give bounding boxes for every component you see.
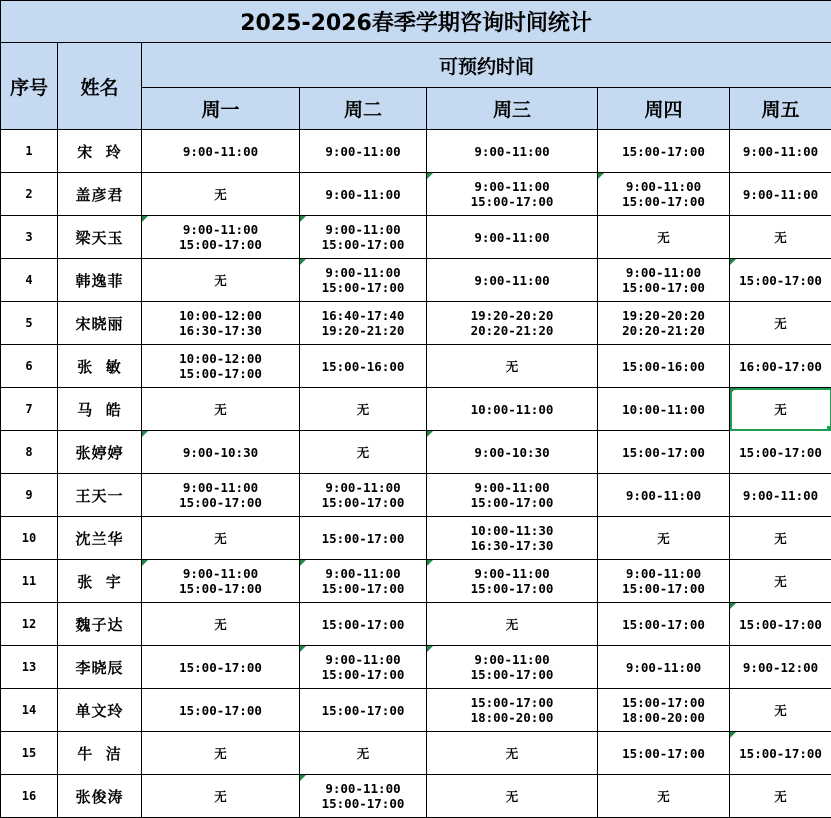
time-slot: 16:30-17:30 (427, 538, 597, 553)
cell-thursday[interactable] (598, 517, 730, 560)
cell-seq[interactable]: 10 (1, 517, 58, 560)
time-slot: 15:00-17:00 (142, 703, 299, 718)
cell-name[interactable]: 宋晓丽 (58, 302, 142, 345)
time-slot: 无 (142, 273, 299, 288)
cell-friday[interactable] (730, 302, 831, 345)
time-slot: 15:00-17:00 (598, 445, 729, 460)
table-row (1, 431, 831, 474)
cell-tuesday[interactable] (300, 560, 427, 603)
time-slot: 9:00-11:00 (300, 144, 426, 159)
time-slot: 15:00-17:00 (730, 617, 831, 632)
time-slot: 10:00-11:00 (427, 402, 597, 417)
time-slot: 9:00-11:00 (598, 265, 729, 280)
time-slot: 9:00-11:00 (427, 273, 597, 288)
cell-name[interactable]: 马 皓 (58, 388, 142, 431)
table-row (1, 474, 831, 517)
cell-wednesday[interactable] (427, 646, 598, 689)
cell-wednesday[interactable] (427, 431, 598, 474)
cell-name[interactable]: 沈兰华 (58, 517, 142, 560)
table-row (1, 646, 831, 689)
cell-thursday[interactable] (598, 259, 730, 302)
cell-wednesday[interactable] (427, 689, 598, 732)
time-slot: 18:00-20:00 (427, 710, 597, 725)
time-slot: 9:00-11:00 (427, 652, 597, 667)
time-slot: 15:00-17:00 (427, 667, 597, 682)
cell-seq[interactable]: 8 (1, 431, 58, 474)
cell-friday[interactable] (730, 732, 831, 775)
time-slot: 20:20-21:20 (598, 323, 729, 338)
time-slot: 无 (142, 789, 299, 804)
time-slot: 无 (300, 402, 426, 417)
cell-friday[interactable] (730, 689, 831, 732)
time-slot: 15:00-17:00 (300, 280, 426, 295)
time-slot: 无 (427, 746, 597, 761)
table-row (1, 173, 831, 216)
header-thursday[interactable]: 周四 (598, 88, 730, 130)
cell-thursday[interactable] (598, 775, 730, 818)
cell-thursday[interactable] (598, 130, 730, 173)
table-row (1, 732, 831, 775)
header-available-time[interactable]: 可预约时间 (142, 43, 831, 88)
cell-tuesday[interactable] (300, 474, 427, 517)
cell-monday[interactable] (142, 431, 300, 474)
cell-seq[interactable]: 16 (1, 775, 58, 818)
time-slot: 9:00-11:00 (142, 566, 299, 581)
cell-monday[interactable] (142, 130, 300, 173)
cell-tuesday[interactable] (300, 345, 427, 388)
time-slot: 无 (730, 316, 831, 331)
time-slot: 15:00-17:00 (427, 581, 597, 596)
cell-wednesday[interactable] (427, 732, 598, 775)
cell-wednesday[interactable] (427, 388, 598, 431)
cell-monday[interactable] (142, 345, 300, 388)
time-slot: 15:00-17:00 (142, 495, 299, 510)
time-slot: 9:00-11:00 (300, 187, 426, 202)
time-slot: 15:00-17:00 (730, 746, 831, 761)
time-slot: 20:20-21:20 (427, 323, 597, 338)
time-slot: 15:00-17:00 (300, 703, 426, 718)
cell-seq[interactable]: 12 (1, 603, 58, 646)
cell-tuesday[interactable] (300, 732, 427, 775)
cell-friday[interactable] (730, 431, 831, 474)
cell-name[interactable]: 盖彦君 (58, 173, 142, 216)
cell-thursday[interactable] (598, 388, 730, 431)
time-slot: 15:00-17:00 (598, 280, 729, 295)
time-slot: 15:00-17:00 (730, 445, 831, 460)
table-row (1, 388, 831, 431)
cell-friday[interactable] (730, 259, 831, 302)
cell-friday[interactable] (730, 474, 831, 517)
time-slot: 9:00-11:00 (427, 230, 597, 245)
cell-friday[interactable] (730, 646, 831, 689)
cell-seq[interactable]: 15 (1, 732, 58, 775)
time-slot: 15:00-17:00 (730, 273, 831, 288)
time-slot: 16:00-17:00 (730, 359, 831, 374)
cell-wednesday[interactable] (427, 775, 598, 818)
cell-tuesday[interactable] (300, 259, 427, 302)
cell-name[interactable]: 李晓辰 (58, 646, 142, 689)
cell-name[interactable]: 张俊涛 (58, 775, 142, 818)
time-slot: 9:00-11:00 (300, 652, 426, 667)
time-slot: 9:00-11:00 (730, 144, 831, 159)
time-slot: 9:00-11:00 (598, 488, 729, 503)
time-slot: 无 (730, 574, 831, 589)
time-slot: 10:00-12:00 (142, 308, 299, 323)
header-monday[interactable]: 周一 (142, 88, 300, 130)
time-slot: 9:00-11:00 (427, 566, 597, 581)
header-name[interactable]: 姓名 (58, 43, 142, 130)
cell-thursday[interactable] (598, 646, 730, 689)
cell-monday[interactable] (142, 388, 300, 431)
time-slot: 9:00-10:30 (142, 445, 299, 460)
cell-tuesday[interactable] (300, 603, 427, 646)
cell-wednesday[interactable] (427, 517, 598, 560)
cell-friday[interactable] (730, 130, 831, 173)
time-slot: 15:00-17:00 (300, 581, 426, 596)
time-slot: 9:00-11:00 (427, 480, 597, 495)
cell-name[interactable]: 梁天玉 (58, 216, 142, 259)
cell-name[interactable]: 单文玲 (58, 689, 142, 732)
cell-monday[interactable] (142, 560, 300, 603)
cell-friday[interactable] (730, 603, 831, 646)
cell-tuesday[interactable] (300, 431, 427, 474)
time-slot: 无 (142, 187, 299, 202)
cell-seq[interactable]: 3 (1, 216, 58, 259)
time-slot: 19:20-21:20 (300, 323, 426, 338)
time-slot: 15:00-17:00 (142, 581, 299, 596)
time-slot: 15:00-17:00 (142, 660, 299, 675)
time-slot: 9:00-12:00 (730, 660, 831, 675)
time-slot: 9:00-11:00 (142, 144, 299, 159)
cell-monday[interactable] (142, 302, 300, 345)
cell-tuesday[interactable] (300, 302, 427, 345)
time-slot: 9:00-11:00 (300, 781, 426, 796)
time-slot: 15:00-16:00 (300, 359, 426, 374)
time-slot: 18:00-20:00 (598, 710, 729, 725)
time-slot: 无 (142, 402, 299, 417)
cell-monday[interactable] (142, 603, 300, 646)
time-slot: 15:00-17:00 (598, 194, 729, 209)
cell-monday[interactable] (142, 216, 300, 259)
header-tuesday[interactable]: 周二 (300, 88, 427, 130)
time-slot: 无 (427, 359, 597, 374)
table-row (1, 560, 831, 603)
time-slot: 无 (730, 531, 831, 546)
cell-wednesday[interactable] (427, 345, 598, 388)
cell-seq[interactable]: 5 (1, 302, 58, 345)
cell-seq[interactable]: 1 (1, 130, 58, 173)
cell-name[interactable]: 魏子达 (58, 603, 142, 646)
time-slot: 9:00-11:00 (427, 144, 597, 159)
time-slot: 无 (300, 746, 426, 761)
table-row (1, 345, 831, 388)
time-slot: 无 (730, 789, 831, 804)
time-slot: 15:00-17:00 (598, 581, 729, 596)
time-slot: 15:00-17:00 (142, 237, 299, 252)
time-slot: 9:00-11:00 (427, 179, 597, 194)
cell-seq[interactable]: 7 (1, 388, 58, 431)
cell-seq[interactable]: 4 (1, 259, 58, 302)
time-slot: 15:00-17:00 (427, 194, 597, 209)
time-slot: 无 (598, 230, 729, 245)
cell-friday-selected[interactable] (730, 388, 831, 431)
time-slot: 15:00-17:00 (598, 144, 729, 159)
cell-seq[interactable]: 14 (1, 689, 58, 732)
cell-wednesday[interactable] (427, 259, 598, 302)
cell-monday[interactable] (142, 259, 300, 302)
time-slot: 19:20-20:20 (427, 308, 597, 323)
cell-monday[interactable] (142, 517, 300, 560)
time-slot: 15:00-17:00 (598, 695, 729, 710)
time-slot: 15:00-17:00 (300, 237, 426, 252)
cell-seq[interactable]: 11 (1, 560, 58, 603)
cell-monday[interactable] (142, 474, 300, 517)
cell-thursday[interactable] (598, 302, 730, 345)
cell-name[interactable]: 张 宇 (58, 560, 142, 603)
cell-seq[interactable]: 2 (1, 173, 58, 216)
time-slot: 15:00-17:00 (598, 746, 729, 761)
cell-wednesday[interactable] (427, 302, 598, 345)
time-slot: 9:00-11:00 (598, 660, 729, 675)
time-slot: 15:00-17:00 (598, 617, 729, 632)
cell-friday[interactable] (730, 517, 831, 560)
cell-thursday[interactable] (598, 345, 730, 388)
time-slot: 无 (142, 617, 299, 632)
header-friday[interactable]: 周五 (730, 88, 831, 130)
cell-wednesday[interactable] (427, 173, 598, 216)
cell-tuesday[interactable] (300, 517, 427, 560)
table-row (1, 259, 831, 302)
cell-name[interactable]: 牛 洁 (58, 732, 142, 775)
time-slot: 15:00-17:00 (300, 495, 426, 510)
table-row (1, 517, 831, 560)
cell-tuesday[interactable] (300, 130, 427, 173)
time-slot: 9:00-11:00 (142, 480, 299, 495)
time-slot: 9:00-11:00 (730, 488, 831, 503)
cell-tuesday[interactable] (300, 646, 427, 689)
cell-monday[interactable] (142, 173, 300, 216)
time-slot: 无 (427, 617, 597, 632)
time-slot: 15:00-17:00 (300, 796, 426, 811)
header-seq[interactable]: 序号 (1, 43, 58, 130)
cell-seq[interactable]: 6 (1, 345, 58, 388)
cell-name[interactable]: 宋 玲 (58, 130, 142, 173)
cell-thursday[interactable] (598, 173, 730, 216)
time-slot: 15:00-17:00 (300, 617, 426, 632)
cell-thursday[interactable] (598, 732, 730, 775)
cell-seq[interactable]: 13 (1, 646, 58, 689)
cell-friday[interactable] (730, 173, 831, 216)
time-slot: 15:00-16:00 (598, 359, 729, 374)
cell-wednesday[interactable] (427, 603, 598, 646)
cell-tuesday[interactable] (300, 173, 427, 216)
cell-seq[interactable]: 9 (1, 474, 58, 517)
table-body (1, 130, 831, 818)
cell-tuesday[interactable] (300, 775, 427, 818)
cell-tuesday[interactable] (300, 388, 427, 431)
cell-friday[interactable] (730, 216, 831, 259)
time-slot: 无 (730, 402, 831, 417)
time-slot: 9:00-11:00 (598, 566, 729, 581)
time-slot: 无 (427, 789, 597, 804)
time-slot: 9:00-11:00 (730, 187, 831, 202)
cell-monday[interactable] (142, 775, 300, 818)
time-slot: 10:00-12:00 (142, 351, 299, 366)
time-slot: 9:00-11:00 (300, 480, 426, 495)
time-slot: 9:00-11:00 (300, 265, 426, 280)
time-slot: 9:00-11:00 (598, 179, 729, 194)
cell-tuesday[interactable] (300, 216, 427, 259)
cell-wednesday[interactable] (427, 474, 598, 517)
cell-friday[interactable] (730, 345, 831, 388)
cell-name[interactable]: 张婷婷 (58, 431, 142, 474)
cell-monday[interactable] (142, 732, 300, 775)
cell-thursday[interactable] (598, 216, 730, 259)
time-slot: 9:00-11:00 (142, 222, 299, 237)
time-slot: 16:40-17:40 (300, 308, 426, 323)
table-row (1, 216, 831, 259)
cell-wednesday[interactable] (427, 130, 598, 173)
cell-monday[interactable] (142, 689, 300, 732)
cell-thursday[interactable] (598, 431, 730, 474)
time-slot: 15:00-17:00 (427, 495, 597, 510)
header-wednesday[interactable]: 周三 (427, 88, 598, 130)
time-slot: 无 (598, 531, 729, 546)
cell-name[interactable]: 张 敏 (58, 345, 142, 388)
table-row (1, 302, 831, 345)
time-slot: 无 (730, 703, 831, 718)
table-row (1, 130, 831, 173)
time-slot: 19:20-20:20 (598, 308, 729, 323)
time-slot: 10:00-11:00 (598, 402, 729, 417)
time-slot: 无 (730, 230, 831, 245)
cell-name[interactable]: 韩逸菲 (58, 259, 142, 302)
time-slot: 15:00-17:00 (427, 695, 597, 710)
time-slot: 16:30-17:30 (142, 323, 299, 338)
table-row (1, 689, 831, 732)
cell-tuesday[interactable] (300, 689, 427, 732)
time-slot: 无 (142, 746, 299, 761)
time-slot: 无 (598, 789, 729, 804)
cell-thursday[interactable] (598, 689, 730, 732)
cell-thursday[interactable] (598, 560, 730, 603)
cell-friday[interactable] (730, 775, 831, 818)
time-slot: 10:00-11:30 (427, 523, 597, 538)
cell-name[interactable]: 王天一 (58, 474, 142, 517)
time-slot: 无 (300, 445, 426, 460)
cell-friday[interactable] (730, 560, 831, 603)
table-row (1, 603, 831, 646)
cell-wednesday[interactable] (427, 560, 598, 603)
time-slot: 9:00-11:00 (300, 222, 426, 237)
time-slot: 15:00-17:00 (142, 366, 299, 381)
time-slot: 无 (142, 531, 299, 546)
time-slot: 9:00-11:00 (300, 566, 426, 581)
cell-wednesday[interactable] (427, 216, 598, 259)
table-row (1, 775, 831, 818)
cell-thursday[interactable] (598, 603, 730, 646)
time-slot: 9:00-10:30 (427, 445, 597, 460)
time-slot: 15:00-17:00 (300, 667, 426, 682)
cell-monday[interactable] (142, 646, 300, 689)
time-slot: 15:00-17:00 (300, 531, 426, 546)
sheet-title[interactable]: 2025-2026春季学期咨询时间统计 (1, 1, 831, 43)
cell-thursday[interactable] (598, 474, 730, 517)
